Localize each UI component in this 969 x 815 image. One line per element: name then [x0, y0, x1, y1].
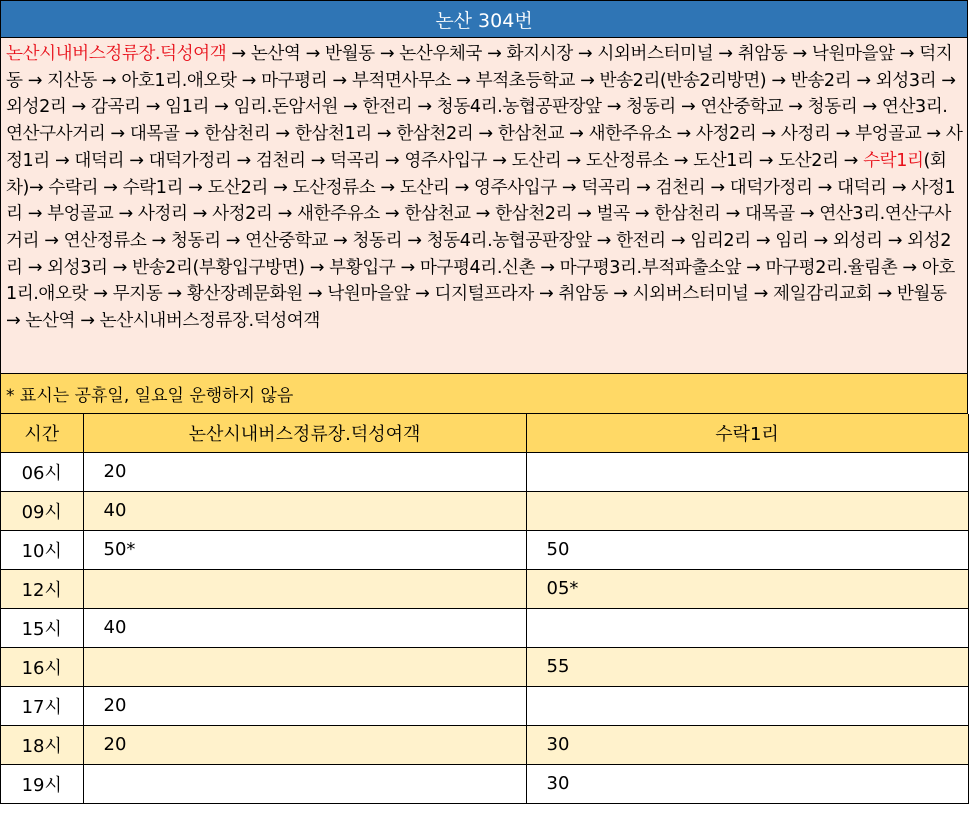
origin-departure-cell: 20	[83, 725, 526, 764]
table-row	[1, 452, 968, 491]
origin-departure-cell: 40	[83, 491, 526, 530]
origin-departure-cell: 20	[83, 452, 526, 491]
route-description	[1, 38, 968, 374]
origin-departure-cell: 20	[83, 686, 526, 725]
table-row	[1, 725, 968, 764]
hour-cell: 06시	[1, 452, 83, 491]
turnaround-departure-cell: 30	[526, 725, 968, 764]
holiday-note: * 표시는 공휴일, 일요일 운행하지 않음	[1, 374, 968, 414]
table-row	[1, 647, 968, 686]
turnaround-departure-cell	[526, 686, 968, 725]
route-title: 논산 304번	[1, 1, 968, 38]
hour-cell: 09시	[1, 491, 83, 530]
turnaround-departure-cell: 05*	[526, 569, 968, 608]
turnaround-departure-cell: 50	[526, 530, 968, 569]
header-origin: 논산시내버스정류장.덕성여객	[83, 414, 526, 452]
hour-cell: 10시	[1, 530, 83, 569]
turnaround-departure-cell	[526, 452, 968, 491]
table-row	[1, 608, 968, 647]
table-row	[1, 569, 968, 608]
table-row	[1, 686, 968, 725]
turnaround-departure-cell: 30	[526, 764, 968, 803]
header-hour: 시간	[1, 414, 83, 452]
hour-cell: 17시	[1, 686, 83, 725]
origin-departure-cell: 40	[83, 608, 526, 647]
table-row	[1, 764, 968, 803]
route-turnaround-note: (회차)	[6, 150, 947, 198]
hour-cell: 15시	[1, 608, 83, 647]
hour-cell: 18시	[1, 725, 83, 764]
origin-departure-cell	[83, 764, 526, 803]
turnaround-departure-cell	[526, 608, 968, 647]
hour-cell: 19시	[1, 764, 83, 803]
header-turnaround: 수락1리	[526, 414, 968, 452]
hour-cell: 12시	[1, 569, 83, 608]
origin-departure-cell	[83, 647, 526, 686]
table-row	[1, 530, 968, 569]
route-stops-return: → 수락리 → 수락1리 → 도산2리 → 도산정류소 → 도산리 → 영주사입구 → 덕곡리 → 검천리 → 대덕가정리 → 대덕리 → 사정1리 → 부엉골교 → 사정리 → 사정2리 → 새한주유소 → 한삼천교 → 한삼천2리 → 벌곡 → 한삼천리 → 대목골 → 연산3리.연산구사거리 → 연산정류소 → 청동리 → 연산중학교 → 청동리 → 청동4리.농협공판장앞 → 한전리 → 임리2리 → 임리 → 외성리 → 외성2리 → 외성3리 → 반송2리(부황입구방면) → 부황입구 → 마구평4리.신촌 → 마구평3리.부적파출소앞 → 마구평2리.율림촌 → 아호1리.애오랏 → 무지동 → 황산장례문화원 → 낙원마을앞 → 디지털프라자 → 취암동 → 시외버스터미널 → 제일감리교회 → 반월동 → 논산역 → 논산시내버스정류장.덕성여객	[6, 177, 956, 332]
schedule-header-row	[1, 414, 968, 452]
hour-cell: 16시	[1, 647, 83, 686]
turnaround-departure-cell	[526, 491, 968, 530]
origin-departure-cell	[83, 569, 526, 608]
table-row	[1, 491, 968, 530]
route-origin: 논산시내버스정류장.덕성여객	[6, 44, 227, 64]
schedule-table	[1, 414, 969, 804]
route-stops-outbound: → 논산역 → 반월동 → 논산우체국 → 화지시장 → 시외버스터미널 → 취암동 → 낙원마을앞 → 덕지동 → 지산동 → 아호1리.애오랏 → 마구평리 → 부적면사무소 → 부적초등학교 → 반송2리(반송2리방면) → 반송2리 → 외성3리 → 외성2리 → 감곡리 → 임1리 → 임리.돈암서원 → 한전리 → 청동4리.농협공판장앞 → 청동리 → 연산중학교 → 청동리 → 연산3리.연산구사거리 → 대목골 → 한삼천리 → 한삼천1리 → 한삼천2리 → 한삼천교 → 새한주유소 → 사정2리 → 사정리 → 부엉골교 → 사정1리 → 대덕리 → 대덕가정리 → 검천리 → 덕곡리 → 영주사입구 → 도산리 → 도산정류소 → 도산1리 → 도산2리 →	[6, 44, 963, 171]
origin-departure-cell: 50*	[83, 530, 526, 569]
route-turnaround: 수락1리	[863, 150, 924, 171]
turnaround-departure-cell: 55	[526, 647, 968, 686]
